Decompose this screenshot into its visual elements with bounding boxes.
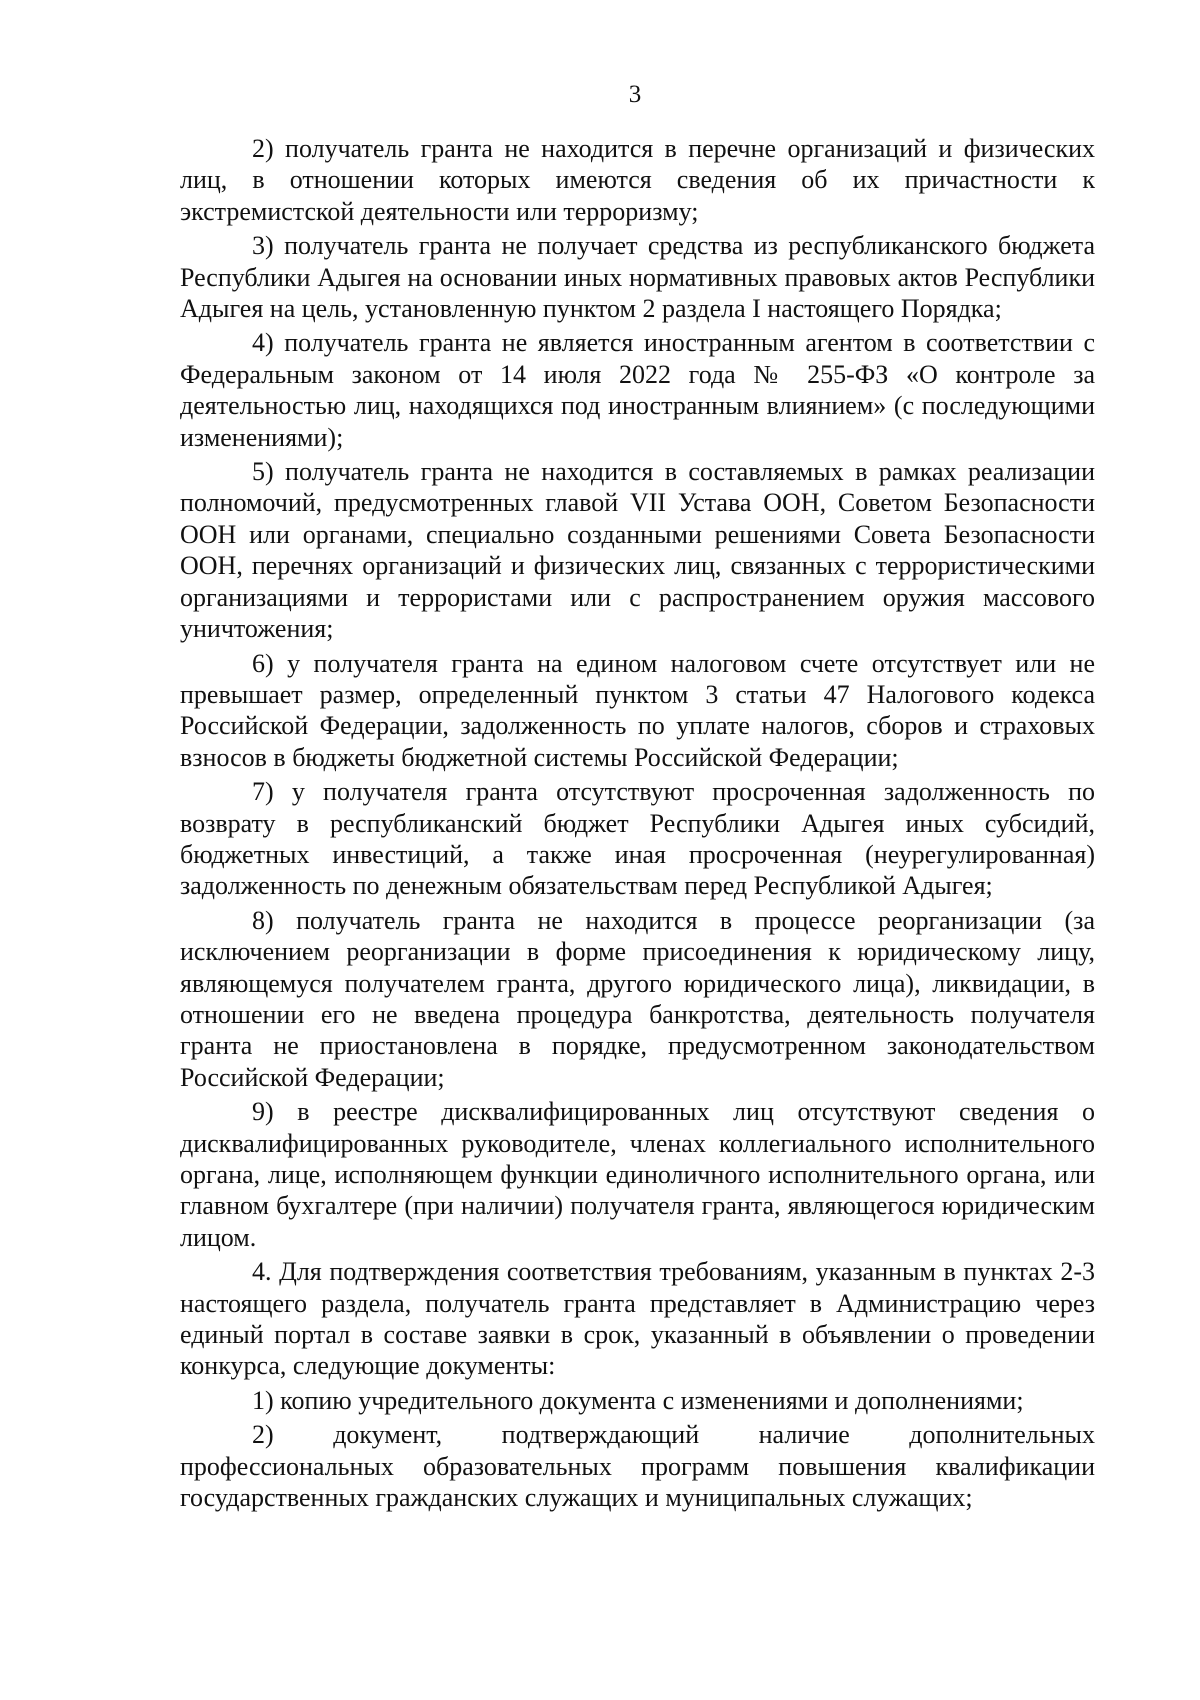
document-body <box>180 133 1095 1516</box>
paragraph-document-1: 1) копию учредительного документа с изменениями и дополнениями; <box>252 1385 1024 1415</box>
paragraph-item-9: 9) в реестре дисквалифицированных лиц отсутствуют сведения о дисквалифицированных руководителе, членах коллегиального исполнительного органа, лице, исполняющем функции единоличного исполнительного органа, или главном бухгалтере (при наличии) получателя гранта, являющегося юридическим лицом. <box>180 1097 1095 1252</box>
paragraph-item-7: 7) у получателя гранта отсутствуют просроченная задолженность по возврату в республиканский бюджет Республики Адыгея иных субсидий, бюджетных инвестиций, а также иная просроченная (неурегулированная) задолженность по денежным обязательствам перед Республикой Адыгея; <box>180 777 1095 901</box>
paragraph-item-3: 3) получатель гранта не получает средства из республиканского бюджета Республики Адыгея на основании иных нормативных правовых актов Республики Адыгея на цель, установленную пунктом 2 раздела I настоящего Порядка; <box>180 231 1095 324</box>
paragraph-item-6: 6) у получателя гранта на едином налоговом счете отсутствует или не превышает размер, определенный пунктом 3 статьи 47 Налогового кодекса Российской Федерации, задолженность по уплате налогов, сборов и страховых взносов в бюджеты бюджетной системы Российской Федерации; <box>180 648 1095 772</box>
paragraph-section-4: 4. Для подтверждения соответствия требованиям, указанным в пунктах 2-3 настоящего раздела, получатель гранта представляет в Администрацию через единый портал в составе заявки в срок, указанный в объявлении о проведении конкурса, следующие документы: <box>180 1257 1095 1381</box>
paragraph-item-2: 2) получатель гранта не находится в перечне организаций и физических лиц, в отношении которых имеются сведения об их причастности к экстремистской деятельности или терроризму; <box>180 134 1095 226</box>
page-number: 3 <box>628 81 642 108</box>
paragraph-document-2: 2) документ, подтверждающий наличие дополнительных профессиональных образовательных программ повышения квалификации государственных гражданских служащих и муниципальных служащих; <box>180 1420 1095 1513</box>
paragraph-item-5: 5) получатель гранта не находится в составляемых в рамках реализации полномочий, предусмотренных главой VII Устава ООН, Советом Безопасности ООН или органами, специально созданными решениями Совета Безопасности ООН, перечнях организаций и физических лиц, связанных с террористическими организациями и террористами или с распространением оружия массового уничтожения; <box>180 457 1095 644</box>
paragraph-item-8: 8) получатель гранта не находится в процессе реорганизации (за исключением реорганизации в форме присоединения к юридическому лицу, являющемуся получателем гранта, другого юридического лица), ликвидации, в отношении его не введена процедура банкротства, деятельность получателя гранта не приостановлена в порядке, предусмотренном законодательством Российской Федерации; <box>180 905 1095 1092</box>
paragraph-item-4: 4) получатель гранта не является иностранным агентом в соответствии с Федеральным законом от 14 июля 2022 года № 255-ФЗ «О контроле за деятельностью лиц, находящихся под иностранным влиянием» (с последующими изменениями); <box>180 328 1095 452</box>
